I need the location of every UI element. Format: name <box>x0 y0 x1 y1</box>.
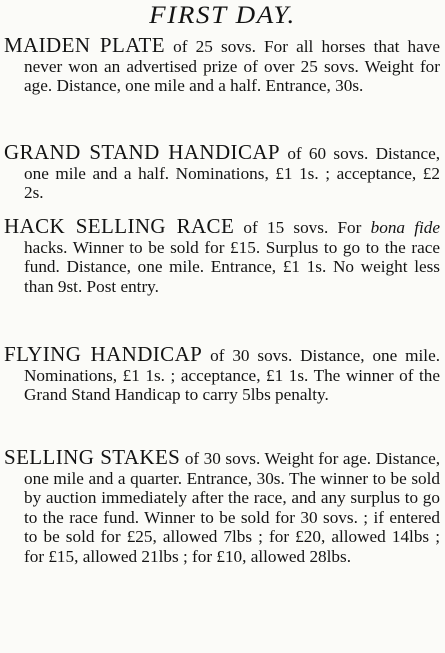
race-entry-maiden-plate <box>4 33 440 96</box>
race-title: FLYING HANDICAP <box>4 342 203 366</box>
race-entry-hack-selling-race <box>4 214 441 296</box>
race-title: GRAND STAND HANDICAP <box>4 140 281 164</box>
race-details: of 30 sovs. Weight for age. Distance, one mile and a quarter. Entrance, 30s. The winner to be sold by auction immediately after the race, and any surplus to go to the race fund. Winner to be sold for 30 sovs. ; if entered to be sold for £25, allowed 7lbs ; for £20, allowed 14lbs ; for £15, allowed 21lbs ; for £10, allowed 28lbs. <box>24 449 441 566</box>
race-title: HACK SELLING RACE <box>4 214 235 238</box>
race-title: MAIDEN PLATE <box>4 33 165 57</box>
race-entry-flying-handicap <box>4 342 440 405</box>
race-details-rest: hacks. Winner to be sold for £15. Surplus to go to the race fund. Distance, one mile. Entrance, £1 1s. No weight less than 9st. Post entry. <box>24 237 440 296</box>
race-paragraph <box>4 214 441 296</box>
race-paragraph <box>4 342 440 405</box>
race-title: SELLING STAKES <box>4 445 181 469</box>
race-details: of 60 sovs. Distance, one mile and a half. Nominations, £1 1s. ; acceptance, £2 2s. <box>24 144 441 203</box>
race-paragraph <box>4 445 441 567</box>
race-details: of 30 sovs. Distance, one mile. Nominations, £1 1s. ; acceptance, £1 1s. The winner of the Grand Stand Handicap to carry 5lbs penalty. <box>24 346 440 405</box>
race-details-italic: bona fide <box>370 218 441 237</box>
race-paragraph <box>4 33 440 96</box>
section-heading: FIRST DAY. <box>149 2 296 29</box>
race-paragraph <box>4 140 441 203</box>
race-entry-selling-stakes <box>4 445 441 567</box>
race-details: of 25 sovs. For all horses that have never won an advertised prize of over 25 sovs. Weight for age. Distance, one mile and a half. Entrance, 30s. <box>24 37 440 96</box>
race-details: of 15 sovs. For <box>234 218 371 237</box>
race-entry-grand-stand-handicap <box>4 140 441 203</box>
